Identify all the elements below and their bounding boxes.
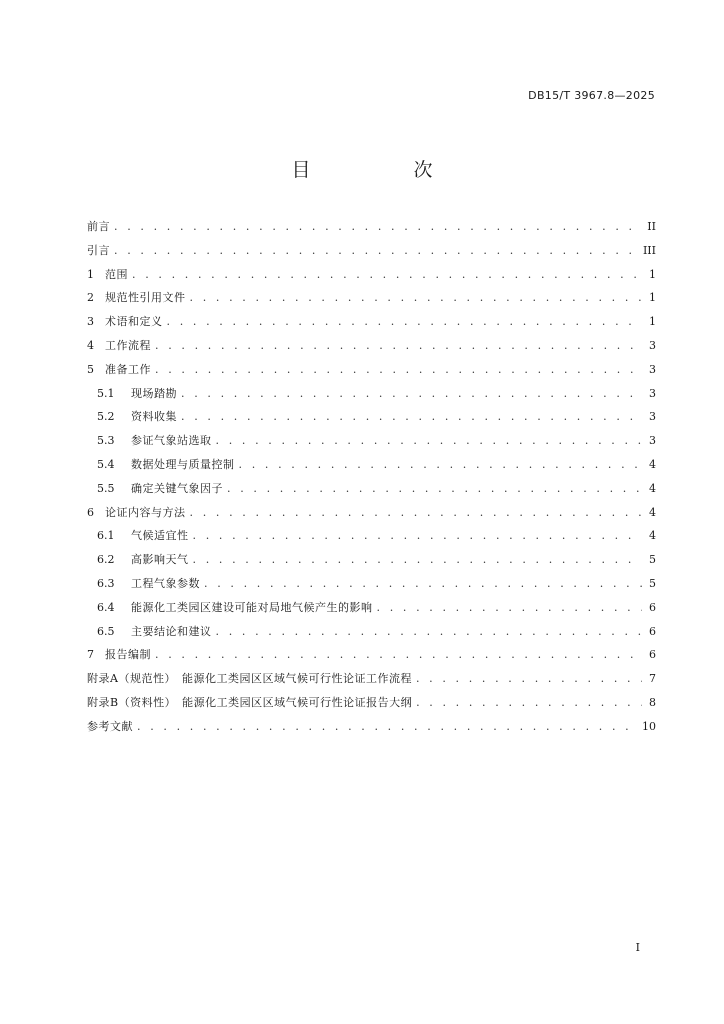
toc-entry-number: 6.5 <box>97 624 115 638</box>
toc-leader-dots <box>416 672 642 685</box>
toc-entry-page: 3 <box>649 434 656 448</box>
toc-leader-dots <box>155 648 642 661</box>
toc-entry-number: 5.3 <box>97 434 115 448</box>
toc-entry[interactable] <box>87 646 656 670</box>
toc-entry[interactable] <box>87 242 656 266</box>
toc-entry-page: 7 <box>649 672 656 686</box>
toc-entry-page: 1 <box>649 267 656 281</box>
toc-entry-number: 6.1 <box>97 529 115 543</box>
toc-entry-number: 4 <box>87 338 94 352</box>
toc-entry-number: 6.4 <box>97 600 115 614</box>
toc-entry-label: 高影响天气 <box>131 553 189 567</box>
toc-entry-label: 资料收集 <box>131 410 177 424</box>
toc-entry-label: 引言 <box>87 243 110 257</box>
toc-entry[interactable] <box>87 408 656 432</box>
toc-entry-number: 5.4 <box>97 457 115 471</box>
toc-entry-number: 3 <box>87 315 94 329</box>
toc-entry-page: 3 <box>649 386 656 400</box>
toc-entry-number: 6.2 <box>97 553 115 567</box>
toc-entry[interactable] <box>87 337 656 361</box>
toc-leader-dots <box>132 268 642 281</box>
toc-leader-dots <box>190 291 643 304</box>
toc-entry-page: 6 <box>649 600 656 614</box>
toc-entry-page: 1 <box>649 291 656 305</box>
toc-entry-page: 5 <box>649 576 656 590</box>
toc-entry-label: 主要结论和建议 <box>131 624 212 638</box>
toc-entry[interactable] <box>87 599 656 623</box>
toc-entry-page: 4 <box>649 529 656 543</box>
toc-entry-label: 规范性引用文件 <box>105 291 186 305</box>
toc-entry[interactable] <box>87 694 656 718</box>
toc-entry-label: 能源化工类园区建设可能对局地气候产生的影响 <box>131 600 373 614</box>
toc-entry-page: 3 <box>649 362 656 376</box>
table-of-contents <box>87 218 656 742</box>
toc-entry[interactable] <box>87 289 656 313</box>
toc-leader-dots <box>204 577 642 590</box>
toc-entry[interactable] <box>87 551 656 575</box>
toc-leader-dots <box>167 315 643 328</box>
toc-entry-label: 现场踏勘 <box>131 386 177 400</box>
toc-entry-page: 4 <box>649 481 656 495</box>
page-title: 目 次 <box>291 159 475 181</box>
toc-entry-page: 8 <box>649 695 656 709</box>
toc-entry-number: 5.1 <box>97 386 115 400</box>
toc-entry-number: 6 <box>87 505 94 519</box>
toc-leader-dots <box>227 482 642 495</box>
toc-entry-page: 4 <box>649 457 656 471</box>
toc-entry-label: 参考文献 <box>87 719 133 733</box>
toc-entry[interactable] <box>87 432 656 456</box>
toc-entry-page: 6 <box>649 648 656 662</box>
toc-entry-label: 附录A（规范性） 能源化工类园区区域气候可行性论证工作流程 <box>87 672 412 686</box>
toc-leader-dots <box>181 387 642 400</box>
toc-leader-dots <box>181 410 642 423</box>
toc-entry-label: 范围 <box>105 267 128 281</box>
toc-entry-label: 参证气象站选取 <box>131 434 212 448</box>
toc-entry-label: 准备工作 <box>105 362 151 376</box>
toc-entry[interactable] <box>87 575 656 599</box>
toc-entry-label: 确定关键气象因子 <box>131 481 223 495</box>
toc-entry-label: 工作流程 <box>105 338 151 352</box>
toc-entry[interactable] <box>87 313 656 337</box>
toc-entry[interactable] <box>87 670 656 694</box>
toc-entry[interactable] <box>87 623 656 647</box>
toc-entry-label: 术语和定义 <box>105 315 163 329</box>
toc-entry-number: 6.3 <box>97 576 115 590</box>
toc-entry-label: 论证内容与方法 <box>105 505 186 519</box>
toc-leader-dots <box>216 434 643 447</box>
toc-leader-dots <box>155 363 642 376</box>
page-number: I <box>635 941 640 954</box>
toc-entry-number: 1 <box>87 267 94 281</box>
toc-entry-page: 3 <box>649 338 656 352</box>
toc-entry-number: 5.5 <box>97 481 115 495</box>
toc-entry-number: 5 <box>87 362 94 376</box>
toc-leader-dots <box>216 625 643 638</box>
toc-entry-page: 10 <box>642 719 656 733</box>
toc-entry-number: 2 <box>87 291 94 305</box>
toc-entry[interactable] <box>87 385 656 409</box>
toc-leader-dots <box>239 458 643 471</box>
toc-leader-dots <box>193 553 643 566</box>
toc-entry-page: 5 <box>649 553 656 567</box>
toc-entry[interactable] <box>87 266 656 290</box>
toc-leader-dots <box>137 720 638 733</box>
toc-entry-label: 气候适宜性 <box>131 529 189 543</box>
toc-entry-label: 工程气象参数 <box>131 576 200 590</box>
toc-entry-page: 1 <box>649 315 656 329</box>
toc-entry-page: II <box>647 220 656 233</box>
toc-entry-number: 7 <box>87 648 94 662</box>
toc-leader-dots <box>193 529 643 542</box>
toc-entry-number: 5.2 <box>97 410 115 424</box>
toc-leader-dots <box>377 601 643 614</box>
toc-entry-page: III <box>642 243 656 257</box>
toc-leader-dots <box>416 696 642 709</box>
document-code: DB15/T 3967.8—2025 <box>528 89 655 102</box>
toc-entry[interactable] <box>87 218 656 242</box>
toc-entry-label: 前言 <box>87 220 110 233</box>
toc-leader-dots <box>114 244 639 257</box>
toc-entry[interactable] <box>87 527 656 551</box>
toc-entry-label: 数据处理与质量控制 <box>131 457 235 471</box>
toc-entry-page: 6 <box>649 624 656 638</box>
toc-entry[interactable] <box>87 718 656 742</box>
toc-entry-page: 3 <box>649 410 656 424</box>
toc-entry[interactable] <box>87 456 656 480</box>
toc-entry-page: 4 <box>649 505 656 519</box>
toc-entry-label: 附录B（资料性） 能源化工类园区区域气候可行性论证报告大纲 <box>87 695 413 709</box>
toc-entry[interactable] <box>87 361 656 385</box>
toc-leader-dots <box>114 220 642 233</box>
toc-leader-dots <box>155 339 642 352</box>
toc-leader-dots <box>190 506 643 519</box>
toc-entry[interactable] <box>87 480 656 504</box>
toc-entry-label: 报告编制 <box>105 648 151 662</box>
toc-entry[interactable] <box>87 504 656 528</box>
